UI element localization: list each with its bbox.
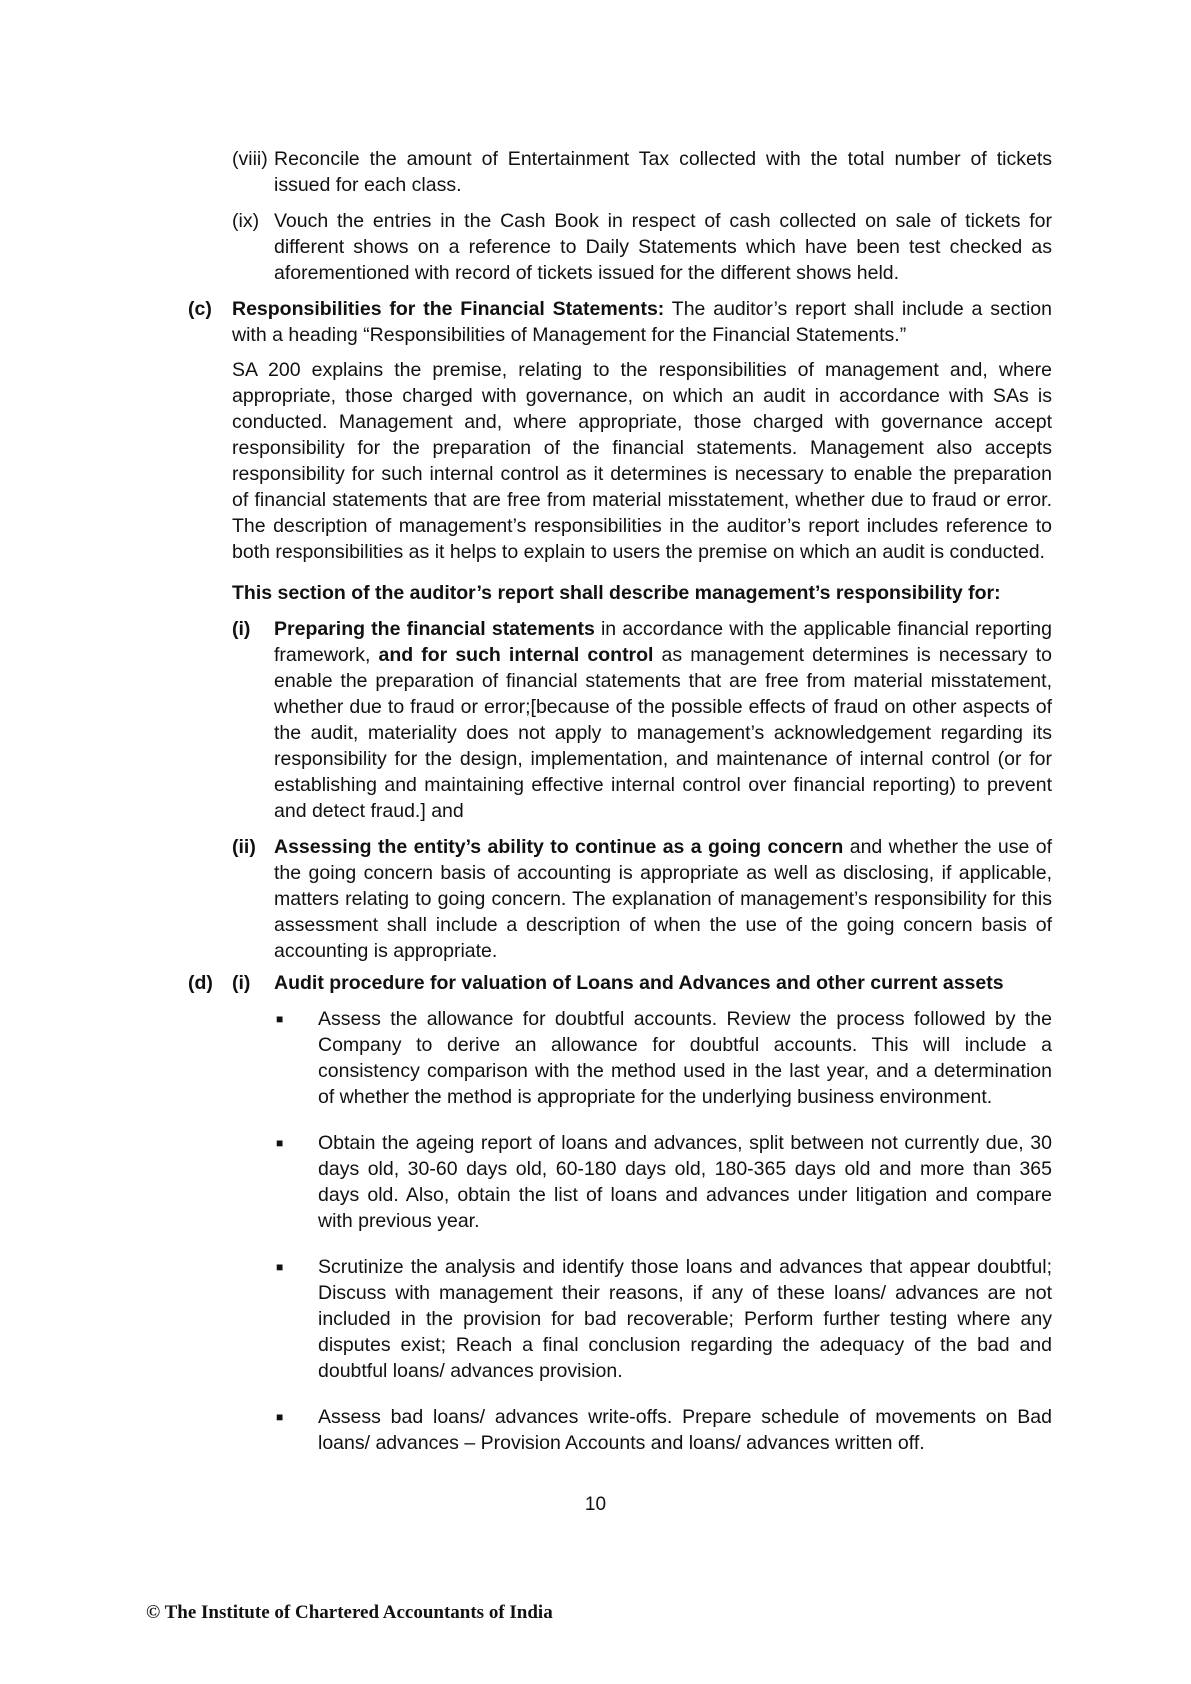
list-item: ■ Obtain the ageing report of loans and advances, split between not currently due, 30 days old, 30-60 days old, 60-180 days old, 180-365 days old and more than 365 days old. Also, obtain the list of loans and advances under litigation and compare with previous year. — [276, 1132, 1052, 1232]
section-label: (c) — [188, 298, 212, 320]
responsibility-item-ii: (ii) Assessing the entity’s ability to continue as a going concern and whether the use of the going concern basis of accounting is appropriate as well as disclosing, if applicable, matters relating to going concern. The explanation of management’s responsibility for this assessment shall include a description of when the use of the going concern basis of accounting is appropriate. — [232, 836, 1053, 962]
page-number: 10 — [584, 1494, 607, 1515]
item-label: (ix) — [232, 210, 260, 232]
list-item: ■ Assess the allowance for doubtful accounts. Review the process followed by the Company to derive an allowance for doubtful accounts. This will include a consistency comparison with the method used in the last year, and a determination of whether the method is appropriate for the underlying business environment. — [276, 1008, 1052, 1108]
responsibility-item-i: (i) Preparing the financial statements in accordance with the applicable financial reporting framework, and for such internal control as management determines is necessary to enable the preparation of financial statements that are free from material misstatement, whether due to fraud or error;[because of the possible effects of fraud on other aspects of the audit, materiality does not apply to management’s acknowledgement regarding its responsibility for the design, implementation, and maintenance of internal control (or for establishing and maintaining effective internal control over financial reporting) to prevent and detect fraud.] and — [232, 618, 1052, 822]
section-title: Responsibilities for the Financial Statements: — [232, 298, 665, 320]
section-d-heading — [188, 970, 1052, 996]
square-bullet-icon: ■ — [276, 1136, 284, 1150]
item-text: Reconcile the amount of Entertainment Tax collected with the total number of tickets issued for each class. — [274, 148, 1052, 196]
list-item: ■ Assess bad loans/ advances write-offs. Prepare schedule of movements on Bad loans/ advances – Provision Accounts and loans/ advances written off. — [276, 1406, 1052, 1454]
item-viii — [232, 146, 1052, 198]
sa200-paragraph: SA 200 explains the premise, relating to the responsibilities of management and, where appropriate, those charged with governance, on which an audit in accordance with SAs is conducted. Management and, where appropriate, those charged with governance accept responsibility for the preparation of the financial statements. Management also accepts responsibility for such internal control as it determines is necessary to enable the preparation of financial statements that are free from material misstatement, whether due to fraud or error. The description of management’s responsibilities in the auditor’s report includes reference to both responsibilities as it helps to explain to users the premise on which an audit is conducted. — [232, 359, 1052, 563]
responsibility-subheading: This section of the auditor’s report shall describe management’s responsibility for: — [232, 582, 1001, 604]
sub-label: (i) — [232, 972, 251, 994]
square-bullet-icon: ■ — [276, 1260, 284, 1274]
item-label: (ii) — [232, 836, 256, 858]
section-intro: The auditor’s report shall include a section with a heading “Responsibilities of Management for the Financial Statements.” — [232, 298, 1052, 346]
square-bullet-icon: ■ — [276, 1012, 284, 1026]
item-text: Vouch the entries in the Cash Book in respect of cash collected on sale of tickets for different shows on a reference to Daily Statements which have been test checked as aforementioned with record of tickets issued for the different shows held. — [274, 210, 1052, 284]
section-label: (d) — [188, 972, 213, 994]
list-item: ■ Scrutinize the analysis and identify those loans and advances that appear doubtful; Discuss with management their reasons, if any of these loans/ advances are not included in the provision for bad recoverable; Perform further testing where any disputes exist; Reach a final conclusion regarding the adequacy of the bad and doubtful loans/ advances provision. — [276, 1256, 1052, 1382]
item-label: (viii) — [232, 148, 268, 170]
section-title: Audit procedure for valuation of Loans and Advances and other current assets — [274, 972, 1004, 994]
square-bullet-icon: ■ — [276, 1410, 284, 1424]
section-c-heading — [188, 296, 1052, 348]
item-ix — [232, 208, 1052, 286]
copyright-footer: © The Institute of Chartered Accountants of India — [146, 1602, 553, 1623]
item-label: (i) — [232, 618, 251, 640]
